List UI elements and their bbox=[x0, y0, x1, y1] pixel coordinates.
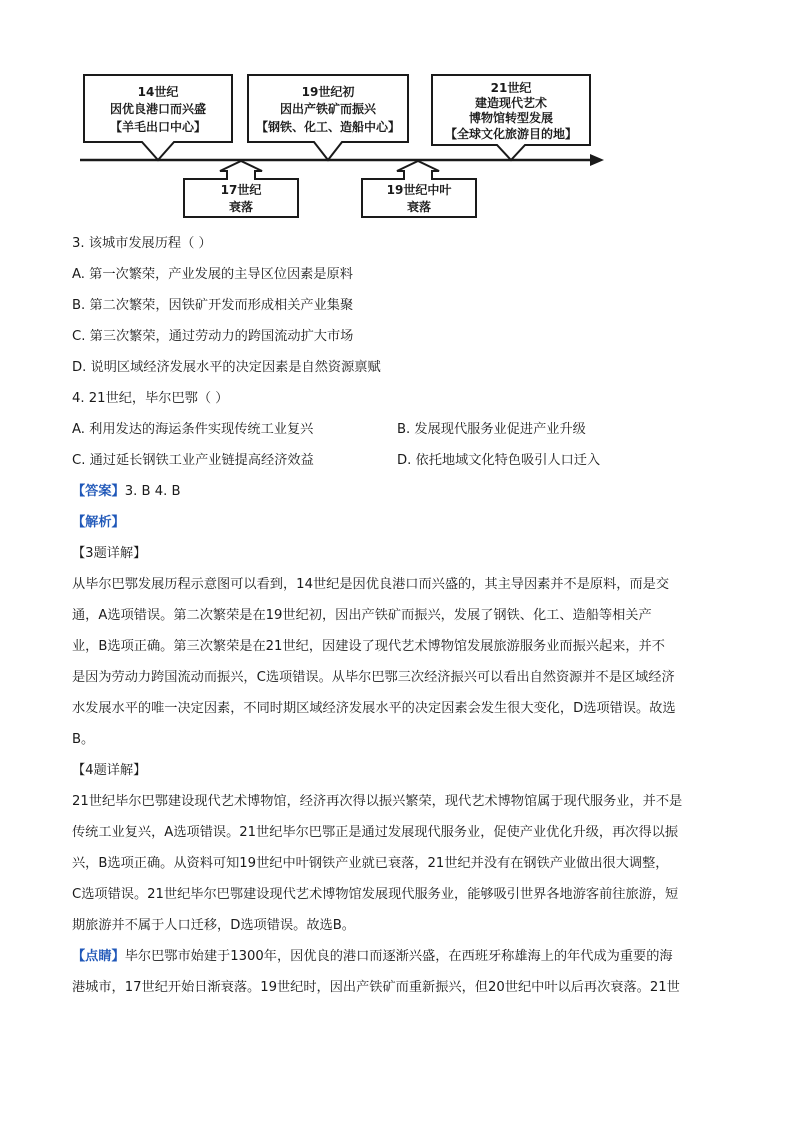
detail4-heading: 【4题详解】 bbox=[72, 763, 147, 778]
q4-stem: 4. 21世纪，毕尔巴鄂（ ） bbox=[72, 391, 229, 406]
q4-options-row-2 bbox=[72, 445, 732, 476]
detail3-line: B。 bbox=[72, 732, 95, 747]
top-box-14th-century bbox=[84, 75, 232, 160]
q4-option-b: B. 发展现代服务业促进产业升级 bbox=[397, 422, 586, 437]
q4-option-d: D. 依托地域文化特色吸引人口迁入 bbox=[397, 453, 601, 468]
box-text: 【羊毛出口中心】 bbox=[109, 120, 207, 134]
box-text: 衰落 bbox=[228, 200, 254, 214]
answer-line bbox=[72, 476, 732, 507]
timeline-arrowhead bbox=[590, 154, 604, 166]
answer-label: 【答案】 bbox=[72, 484, 125, 499]
detail3-heading: 【3题详解】 bbox=[72, 546, 147, 561]
detail4-line: 传统工业复兴，A选项错误。21世纪毕尔巴鄂正是通过发展现代服务业，促使产业优化升级，再次得以振 bbox=[72, 825, 679, 840]
box-title: 17世纪 bbox=[220, 183, 262, 197]
development-timeline-diagram bbox=[0, 0, 794, 225]
tip-line: 港城市，17世纪开始日渐衰落。19世纪时，因出产铁矿而重新振兴，但20世纪中叶以后再次衰落。21世 bbox=[72, 980, 680, 995]
box-title: 21世纪 bbox=[490, 81, 532, 95]
tip-text: 毕尔巴鄂市始建于1300年，因优良的港口而逐渐兴盛，在西班牙称雄海上的年代成为重要的海 bbox=[124, 949, 673, 964]
box-title: 14世纪 bbox=[137, 85, 179, 99]
detail4-line: 期旅游并不属于人口迁移，D选项错误。故选B。 bbox=[72, 918, 355, 933]
box-text: 因优良港口而兴盛 bbox=[109, 102, 207, 116]
bottom-box-mid-19th-century bbox=[362, 161, 476, 217]
box-text: 衰落 bbox=[406, 200, 432, 214]
question-content bbox=[72, 228, 732, 1003]
box-text: 因出产铁矿而振兴 bbox=[279, 102, 377, 116]
q3-stem: 3. 该城市发展历程（ ） bbox=[72, 236, 212, 251]
box-text: 建造现代艺术 bbox=[474, 96, 548, 110]
detail4-line: C选项错误。21世纪毕尔巴鄂建设现代艺术博物馆发展现代服务业，能够吸引世界各地游客前往旅游，短 bbox=[72, 887, 679, 902]
answer-text: 3. B 4. B bbox=[124, 484, 181, 499]
detail4-line: 兴，B选项正确。从资料可知19世纪中叶钢铁产业就已衰落，21世纪并没有在钢铁产业做出很大调整， bbox=[72, 856, 669, 871]
box-text: 博物馆转型发展 bbox=[468, 111, 554, 125]
q4-option-c: C. 通过延长钢铁工业产业链提高经济效益 bbox=[72, 453, 314, 468]
bottom-box-17th-century bbox=[184, 161, 298, 217]
analysis-heading bbox=[72, 507, 732, 538]
q3-option-c: C. 第三次繁荣，通过劳动力的跨国流动扩大市场 bbox=[72, 329, 354, 344]
q3-option-b: B. 第二次繁荣，因铁矿开发而形成相关产业集聚 bbox=[72, 298, 354, 313]
tip-line bbox=[72, 941, 732, 972]
tip-label: 【点睛】 bbox=[72, 949, 125, 964]
box-text: 【全球文化旅游目的地】 bbox=[444, 127, 578, 141]
detail3-line: 水发展水平的唯一决定因素，不同时期区域经济发展水平的决定因素会发生很大变化，D选项错误。故选 bbox=[72, 701, 676, 716]
detail3-line: 业，B选项正确。第三次繁荣是在21世纪，因建设了现代艺术博物馆发展旅游服务业而振兴起来，并不 bbox=[72, 639, 665, 654]
detail3-line: 从毕尔巴鄂发展历程示意图可以看到，14世纪是因优良港口而兴盛的，其主导因素并不是原料，而是交 bbox=[72, 577, 670, 592]
top-box-early-19th-century bbox=[248, 75, 408, 160]
q3-option-a: A. 第一次繁荣，产业发展的主导区位因素是原料 bbox=[72, 267, 353, 282]
q3-option-d: D. 说明区域经济发展水平的决定因素是自然资源禀赋 bbox=[72, 360, 381, 375]
detail3-line: 通，A选项错误。第二次繁荣是在19世纪初，因出产铁矿而振兴，发展了钢铁、化工、造船等相关产 bbox=[72, 608, 652, 623]
box-text: 【钢铁、化工、造船中心】 bbox=[255, 120, 401, 134]
box-title: 19世纪中叶 bbox=[386, 183, 452, 197]
analysis-label: 【解析】 bbox=[72, 515, 125, 530]
top-box-21st-century bbox=[432, 75, 590, 160]
q4-option-a: A. 利用发达的海运条件实现传统工业复兴 bbox=[72, 422, 314, 437]
box-title: 19世纪初 bbox=[301, 85, 355, 99]
q4-options-row-1 bbox=[72, 414, 732, 445]
detail4-line: 21世纪毕尔巴鄂建设现代艺术博物馆，经济再次得以振兴繁荣，现代艺术博物馆属于现代服务业，并不是 bbox=[72, 794, 683, 809]
detail3-line: 是因为劳动力跨国流动而振兴，C选项错误。从毕尔巴鄂三次经济振兴可以看出自然资源并不是区域经济 bbox=[72, 670, 675, 685]
